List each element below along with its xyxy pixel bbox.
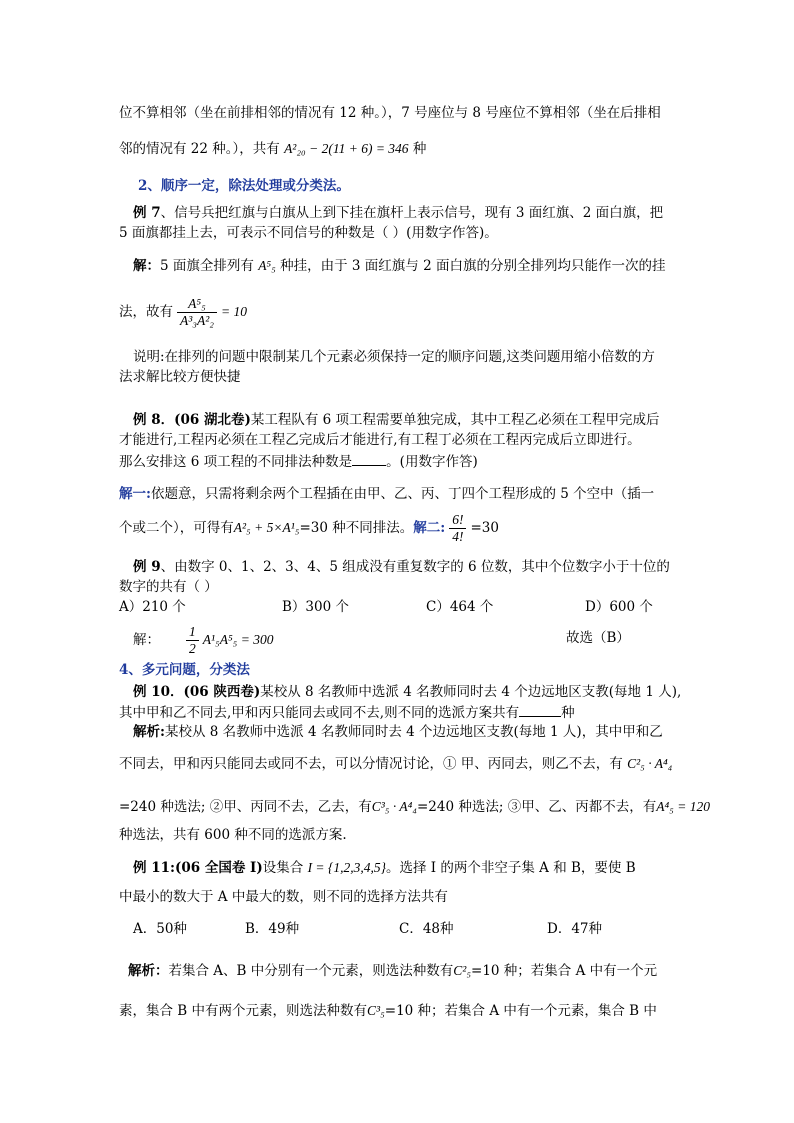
source-label: (06 全国卷 I) [174, 860, 263, 876]
solution-text: 5 面旗全排列有 [160, 258, 254, 274]
solution-text: 素，集合 B 中有两个元素，则选法种数有 [119, 1003, 368, 1019]
solution-label: 解一: [119, 486, 151, 502]
example-10-solution-line-2 [119, 754, 672, 774]
example-10-solution-line-3 [119, 797, 710, 817]
option-c: C．48种 [399, 921, 454, 937]
question-text: 。选择 I 的两个非空子集 A 和 B，要使 B [385, 860, 636, 876]
formula: A²₂₀ − 2(11 + 6) = 346 [284, 141, 409, 156]
example-9-answer: 故选（B） [566, 630, 630, 646]
example-8-solution-line-2 [119, 512, 499, 545]
solution-label: 解： [133, 258, 160, 274]
continuation-line-2 [119, 139, 426, 159]
question-text: 种 [561, 705, 575, 721]
solution-text: 不同去，甲和丙只能同去或同不去，可以分情况讨论，① 甲、丙同去，则乙不去，有 [119, 756, 623, 772]
option-b: B．49种 [245, 921, 300, 937]
solution-text: 某校从 8 名教师中选派 4 名教师同时去 4 个边远地区支教(每地 1 人)，其中甲和乙 [164, 724, 663, 740]
solution-label: 解： [133, 632, 160, 648]
example-label: 例 11: [133, 860, 175, 876]
formula: A¹₅A⁵₅ = 300 [202, 632, 274, 647]
formula: I = {1,2,3,4,5} [307, 860, 386, 875]
example-9-question-line-1 [133, 557, 670, 577]
fraction [449, 512, 466, 545]
formula: = 10 [220, 304, 247, 319]
example-10-solution-line-4: 种选法，共有 600 种不同的选派方案. [119, 827, 347, 843]
solution-text: =10 种；若集合 A 中有一个元 [471, 963, 658, 979]
answer-blank [519, 702, 561, 717]
option-d: D．47种 [547, 921, 603, 937]
example-7-solution-line-1 [133, 256, 665, 276]
question-text: 、信号兵把红旗与白旗从上到下挂在旗杆上表示信号，现有 3 面红旗、2 面白旗，把 [160, 205, 664, 221]
option-d: D）600 个 [585, 599, 653, 615]
formula: C²₅ [453, 963, 472, 978]
solution-text: 种挂，由于 3 面红旗与 2 面白旗的分别全排列均只能作一次的挂 [280, 258, 666, 274]
example-label: 例 10．(06 陕西卷) [133, 684, 261, 700]
example-10-question-line-2 [119, 702, 575, 723]
option-c: C）464 个 [426, 599, 494, 615]
example-7-solution-line-2 [119, 296, 247, 329]
example-7-question-line-1 [133, 203, 663, 223]
fraction-denominator: A³₃A²₂ [180, 313, 214, 328]
question-text: 某工程队有 6 项工程需要单独完成，其中工程乙必须在工程甲完成后 [250, 412, 660, 428]
fraction-denominator: 2 [189, 641, 196, 656]
example-10-question-line-1 [133, 682, 681, 702]
option-a: A）210 个 [119, 599, 186, 615]
example-10-solution-line-1 [133, 722, 663, 742]
unit-text: 种 [412, 141, 427, 157]
section-heading-2: 2、顺序一定，除法处理或分类法。 [138, 178, 350, 194]
solution-text: =10 种；若集合 A 中有一个元素，集合 B 中 [384, 1003, 657, 1019]
solution-text: =30 [470, 520, 499, 536]
formula: A⁴₅ = 120 [656, 799, 710, 814]
fraction-numerator: A⁵₅ [177, 296, 217, 313]
example-8-question-line-2: 才能进行,工程丙必须在工程乙完成后才能进行,有工程丁必须在工程丙完成后立即进行。 [119, 432, 641, 448]
example-11-solution-line-2 [119, 1001, 657, 1021]
example-11-question-line-1 [133, 858, 636, 878]
example-8-solution-line-1 [119, 484, 654, 504]
example-9-question-line-2: 数字的共有（ ） [119, 579, 218, 595]
question-text: 其中甲和乙不同去,甲和丙只能同去或同不去,则不同的选派方案共有 [119, 705, 520, 721]
option-a: A．50种 [133, 921, 187, 937]
continuation-text: 邻的情况有 22 种。），共有 [119, 141, 280, 157]
solution-label: 解析： [128, 963, 169, 979]
formula: C³₅ · A⁴₄ [371, 799, 417, 814]
fraction [177, 296, 217, 329]
example-8-question-line-1 [133, 410, 660, 430]
solution-text: 法，故有 [119, 304, 173, 320]
solution-label: 解析: [133, 724, 165, 740]
question-text: 某校从 8 名教师中选派 4 名教师同时去 4 个边远地区支教(每地 1 人), [260, 684, 682, 700]
fraction-numerator: 1 [186, 624, 199, 641]
formula: C³₅ [367, 1003, 385, 1018]
question-text: 设集合 [262, 860, 304, 876]
continuation-line-1 [119, 103, 661, 123]
formula: C²₅ · A⁴₄ [627, 756, 673, 771]
example-7-note-line-1: 说明:在排列的问题中限制某几个元素必须保持一定的顺序问题,这类问题用缩小倍数的方 [133, 349, 655, 365]
example-11-solution-line-1 [128, 961, 657, 981]
section-heading-4: 4、多元问题，分类法 [119, 662, 250, 678]
example-11-question-line-2: 中最小的数大于 A 中最大的数，则不同的选择方法共有 [119, 889, 448, 905]
example-8-question-line-3 [119, 451, 478, 472]
fraction [186, 624, 199, 657]
question-text: 那么安排这 6 项工程的不同排法种数是 [119, 454, 353, 470]
solution-text: 个或二个），可得有 [119, 520, 234, 536]
continuation-text: 位不算相邻（坐在前排相邻的情况有 12 种。），7 号座位与 8 号座位不算相邻（坐在后排相 [119, 105, 661, 121]
formula: A²₅ + 5×A¹₅ [233, 520, 300, 535]
example-label: 例 7 [133, 205, 161, 221]
formula: A⁵₅ [258, 258, 276, 273]
answer-blank [352, 451, 386, 466]
option-b: B）300 个 [282, 599, 349, 615]
solution-text: =240 种选法; ②甲、丙同不去，乙去，有 [119, 799, 372, 815]
example-7-note-line-2: 法求解比较方便快捷 [119, 369, 241, 385]
example-7-question-line-2: 5 面旗都挂上去，可表示不同信号的种数是（ ）(用数字作答)。 [119, 225, 498, 241]
solution-text: 依题意，只需将剩余两个工程插在由甲、乙、丙、丁四个工程形成的 5 个空中（插一 [150, 486, 655, 502]
solution-text: =30 种不同排法。 [299, 520, 414, 536]
example-label: 例 8．(06 湖北卷) [133, 412, 251, 428]
solution-text: 若集合 A、B 中分别有一个元素，则选法种数有 [168, 963, 454, 979]
question-text: 、由数字 0、1、2、3、4、5 组成没有重复数字的 6 位数，其中个位数字小于十位的 [160, 559, 670, 575]
example-9-solution [133, 624, 273, 657]
question-text: 。(用数字作答) [386, 454, 478, 470]
solution-label-2: 解二: [413, 520, 446, 536]
fraction-denominator: 4! [452, 529, 464, 544]
fraction-numerator: 6! [449, 512, 466, 529]
solution-text: =240 种选法; ③甲、乙、丙都不去，有 [416, 799, 657, 815]
example-label: 例 9 [133, 559, 161, 575]
